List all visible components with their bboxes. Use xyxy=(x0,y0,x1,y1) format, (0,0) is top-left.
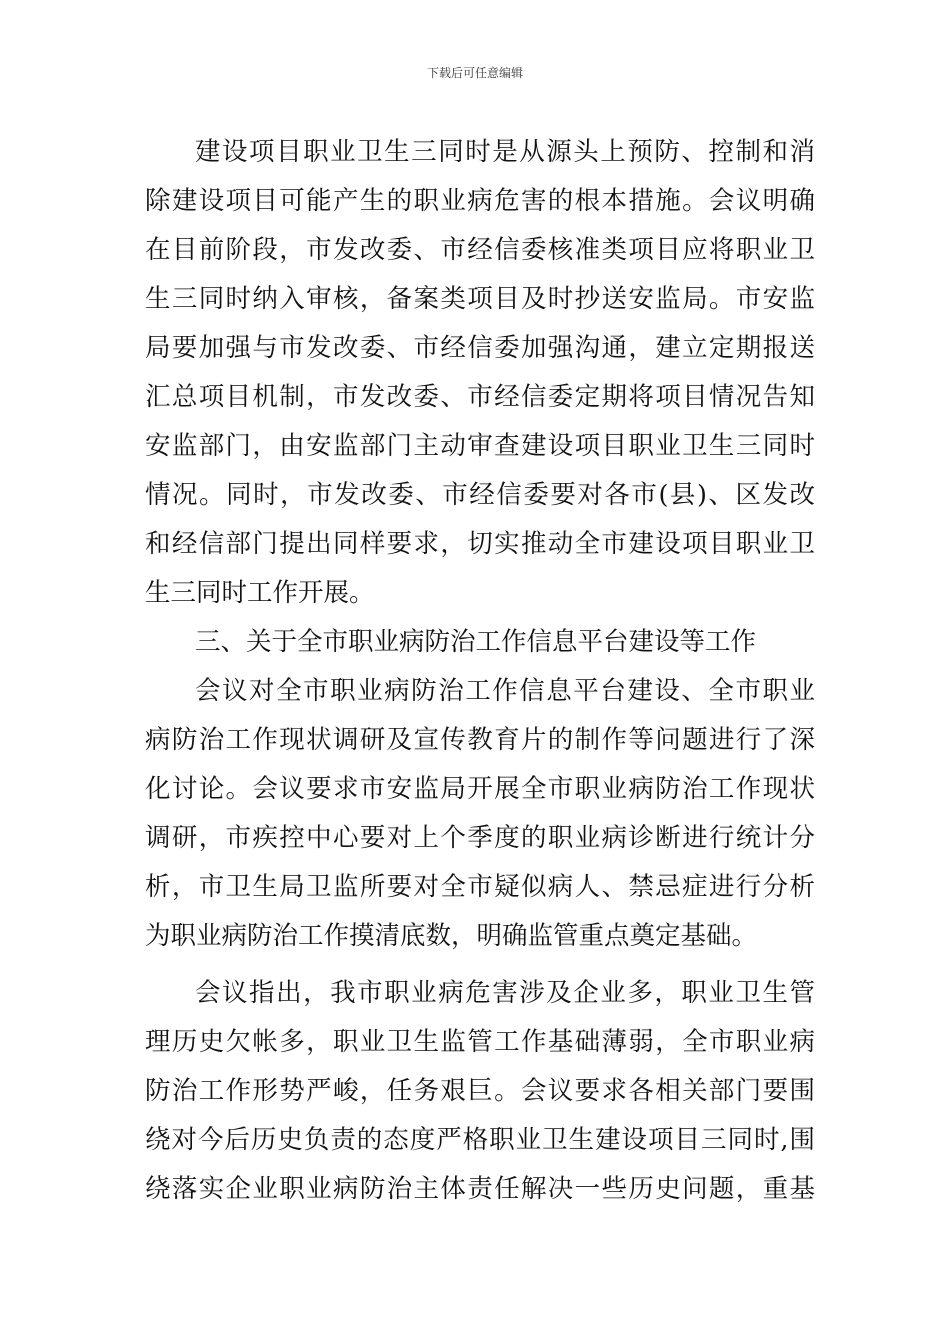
text-line: 为职业病防治工作摸清底数，明确监管重点奠定基础。 xyxy=(145,921,758,951)
text-line: 析，市卫生局卫监所要对全市疑似病人、禁忌症进行分析 xyxy=(145,872,815,902)
text-line: 化讨论。会议要求市安监局开展全市职业病防治工作现状 xyxy=(145,774,815,804)
section-heading-three xyxy=(145,618,815,667)
text-line: 建设项目职业卫生三同时是从源头上预防、控制和消 xyxy=(195,137,815,167)
document-body xyxy=(145,128,815,1214)
paragraph-gap xyxy=(145,961,815,969)
text-line: 安监部门，由安监部门主动审查建设项目职业卫生三同时 xyxy=(145,431,815,461)
text-line: 在目前阶段，市发改委、市经信委核准类项目应将职业卫 xyxy=(145,235,815,265)
text-line: 绕落实企业职业病防治主体责任解决一些历史问题，重基 xyxy=(145,1174,815,1204)
text-line: 生三同时工作开展。 xyxy=(145,578,375,608)
section-heading: 三、关于全市职业病防治工作信息平台建设等工作 xyxy=(195,627,757,657)
text-line: 会议对全市职业病防治工作信息平台建设、全市职业 xyxy=(195,676,815,706)
text-line: 调研，市疾控中心要对上个季度的职业病诊断进行统计分 xyxy=(145,823,815,853)
text-line: 局要加强与市发改委、市经信委加强沟通，建立定期报送 xyxy=(145,333,815,363)
paragraph-project-three-simultaneous xyxy=(145,128,815,618)
text-line: 汇总项目机制，市发改委、市经信委定期将项目情况告知 xyxy=(145,382,815,412)
text-line: 生三同时纳入审核，备案类项目及时抄送安监局。市安监 xyxy=(145,284,815,314)
text-line: 防治工作形势严峻，任务艰巨。会议要求各相关部门要围 xyxy=(145,1076,815,1106)
text-line: 绕对今后历史负责的态度严格职业卫生建设项目三同时,围 xyxy=(145,1125,815,1155)
text-line: 会议指出，我市职业病危害涉及企业多，职业卫生管 xyxy=(195,978,815,1008)
text-line: 和经信部门提出同样要求，切实推动全市建设项目职业卫 xyxy=(145,529,815,559)
text-line: 除建设项目可能产生的职业病危害的根本措施。会议明确 xyxy=(145,186,815,216)
paragraph-info-platform xyxy=(145,667,815,961)
text-line: 理历史欠帐多，职业卫生监管工作基础薄弱，全市职业病 xyxy=(145,1027,815,1057)
text-line: 病防治工作现状调研及宣传教育片的制作等问题进行了深 xyxy=(145,725,815,755)
page-header: 下载后可任意编辑 xyxy=(426,66,523,80)
paragraph-meeting-points xyxy=(145,969,815,1214)
text-line: 情况。同时，市发改委、市经信委要对各市(县)、区发改 xyxy=(145,480,815,510)
